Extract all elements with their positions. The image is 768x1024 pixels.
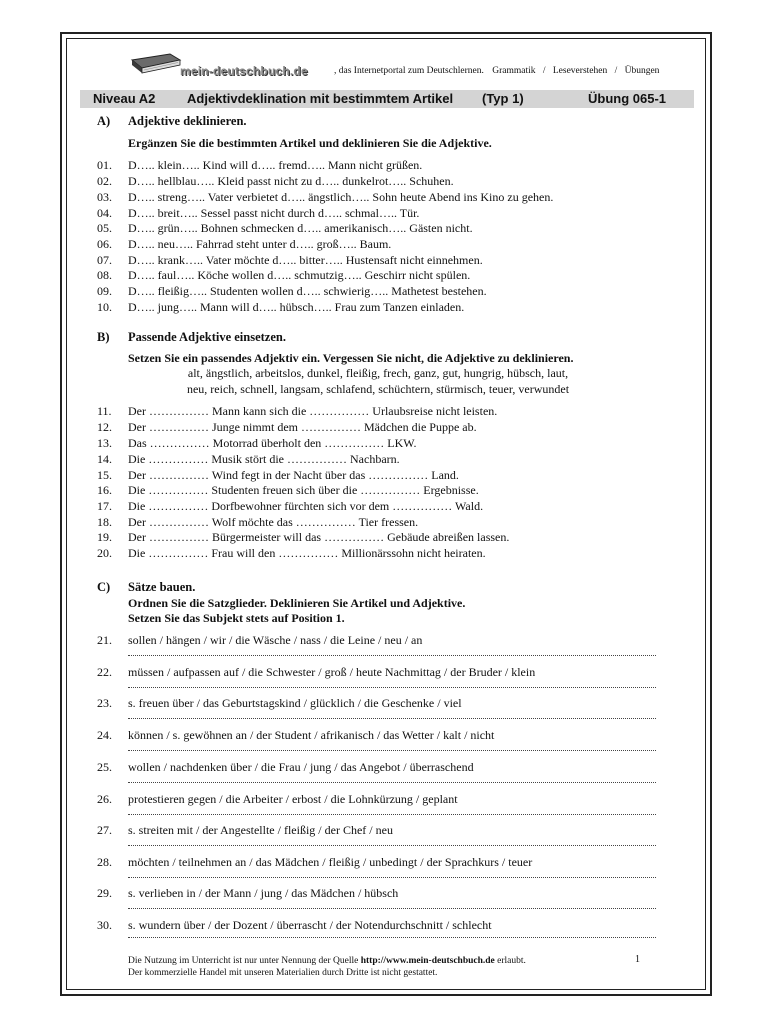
item-number: 21. [97,633,112,647]
answer-line[interactable] [128,749,656,751]
item-number: 12. [97,420,112,434]
item-number: 11. [97,404,112,418]
exercise-line: D….. hellblau….. Kleid passt nicht zu d….. dunkelrot….. Schuhen. [128,174,454,188]
exercise-line: D….. grün….. Bohnen schmecken d….. amerikanisch….. Gästen nicht. [128,221,473,235]
answer-line[interactable] [128,654,656,656]
exercise-line: D….. neu….. Fahrrad steht unter d….. groß….. Baum. [128,237,392,251]
exercise-line: protestieren gegen / die Arbeiter / erbost / die Lohnkürzung / geplant [128,792,458,806]
exercise-line: D….. fleißig….. Studenten wollen d….. schwierig….. Mathetest bestehen. [128,284,487,298]
section-a-letter: A) [97,114,111,128]
exercise-line: D….. jung….. Mann will d….. hübsch….. Frau zum Tanzen einladen. [128,300,465,314]
nav-separator: / [614,66,618,76]
exercise-line: Das …………… Motorrad überholt den …………… LKW. [128,436,417,450]
item-number: 24. [97,728,112,742]
exercise-line: Der …………… Mann kann sich die …………… Urlaubsreise nicht leisten. [128,404,498,418]
exercise-line: wollen / nachdenken über / die Frau / jung / das Angebot / überraschend [128,760,474,774]
exercise-line: Der …………… Junge nimmt dem …………… Mädchen die Puppe ab. [128,420,477,434]
topic-title: Adjektivdeklination mit bestimmtem Artikel [187,91,454,106]
item-number: 25. [97,760,112,774]
exercise-line: s. verlieben in / der Mann / jung / das Mädchen / hübsch [128,886,399,900]
exercise-number: Übung 065-1 [588,91,667,106]
footer-notice [128,955,526,979]
exercise-line: Die …………… Dorfbewohner fürchten sich vor dem …………… Wald. [128,499,484,513]
site-logo-text[interactable]: mein-deutschbuch.de [180,64,308,78]
item-number: 26. [97,792,112,806]
answer-line[interactable] [128,717,656,719]
item-number: 02. [97,174,112,188]
exercise-line: können / s. gewöhnen an / der Student / afrikanisch / das Wetter / kalt / nicht [128,728,495,742]
item-number: 04. [97,206,112,220]
exercise-line: D….. faul….. Köche wollen d….. schmutzig….. Geschirr nicht spülen. [128,268,471,282]
item-number: 10. [97,300,112,314]
exercise-line: s. wundern über / der Dozent / überrascht / der Notendurchschnitt / schlecht [128,918,492,932]
nav-grammatik[interactable]: Grammatik [492,66,536,76]
section-b-letter: B) [97,330,110,344]
exercise-line: Die …………… Frau will den …………… Millionärssohn nicht heiraten. [128,546,486,560]
section-c-letter: C) [97,580,111,594]
footer-text: erlaubt. [494,956,526,966]
exercise-line: D….. breit….. Sessel passt nicht durch d….. schmal….. Tür. [128,206,420,220]
exercise-line: D….. klein….. Kind will d….. fremd….. Mann nicht grüßen. [128,158,423,172]
item-number: 08. [97,268,112,282]
item-number: 07. [97,253,112,267]
item-number: 29. [97,886,112,900]
answer-line[interactable] [128,936,656,938]
item-number: 27. [97,823,112,837]
exercise-line: möchten / teilnehmen an / das Mädchen / fleißig / unbedingt / der Sprachkurs / teuer [128,855,533,869]
footer-line-1 [128,955,526,967]
section-c-instruction-1: Ordnen Sie die Satzglieder. Deklinieren Sie Artikel und Adjektive. [128,596,466,610]
item-number: 03. [97,190,112,204]
answer-line[interactable] [128,813,656,815]
item-number: 14. [97,452,112,466]
item-number: 01. [97,158,112,172]
exercise-line: Der …………… Wolf möchte das …………… Tier fressen. [128,515,419,529]
item-number: 06. [97,237,112,251]
exercise-line: sollen / hängen / wir / die Wäsche / nass / die Leine / neu / an [128,633,423,647]
answer-line[interactable] [128,844,656,846]
item-number: 09. [97,284,112,298]
footer-text: Die Nutzung im Unterricht ist nur unter Nennung der Quelle [128,956,361,966]
footer-source-link[interactable]: http://www.mein-deutschbuch.de [360,956,495,966]
exercise-line: s. streiten mit / der Angestellte / fleißig / der Chef / neu [128,823,393,837]
level-label: Niveau A2 [93,91,156,106]
title-bar [80,90,694,108]
item-number: 13. [97,436,112,450]
exercise-line: müssen / aufpassen auf / die Schwester / groß / heute Nachmittag / der Bruder / klein [128,665,536,679]
section-b-heading: Passende Adjektive einsetzen. [128,330,286,344]
word-bank-line: alt, ängstlich, arbeitslos, dunkel, fleißig, frech, ganz, gut, hungrig, hübsch, laut, [187,366,569,380]
answer-line[interactable] [128,907,656,909]
answer-line[interactable] [128,781,656,783]
exercise-line: Die …………… Musik stört die …………… Nachbarn. [128,452,400,466]
section-a-instruction: Ergänzen Sie die bestimmten Artikel und deklinieren Sie die Adjektive. [128,136,492,150]
nav-leseverstehen[interactable]: Leseverstehen [552,66,608,76]
item-number: 23. [97,696,112,710]
word-bank-line: neu, reich, schnell, langsam, schlafend, schüchtern, stürmisch, teuer, verwundet [186,382,570,396]
footer-line-2: Der kommerzielle Handel mit unseren Materialien durch Dritte ist nicht gestattet. [128,968,438,978]
item-number: 30. [97,918,112,932]
item-number: 05. [97,221,112,235]
exercise-line: D….. streng….. Vater verbietet d….. ängstlich….. Sohn heute Abend ins Kino zu gehen. [128,190,554,204]
item-number: 15. [97,468,112,482]
section-c-instruction-2: Setzen Sie das Subjekt stets auf Position 1. [128,611,345,625]
section-c-heading: Sätze bauen. [128,580,196,594]
item-number: 16. [97,483,112,497]
tagline-text: , das Internetportal zum Deutschlernen. [334,66,484,76]
exercise-line: s. freuen über / das Geburtstagskind / glücklich / die Geschenke / viel [128,696,462,710]
nav-separator: / [542,66,546,76]
exercise-line: D….. krank….. Vater möchte d….. bitter….. Hustensaft nicht einnehmen. [128,253,483,267]
item-number: 17. [97,499,112,513]
section-a-heading: Adjektive deklinieren. [128,114,247,128]
section-b-instruction: Setzen Sie ein passendes Adjektiv ein. Vergessen Sie nicht, die Adjektive zu deklinieren. [128,351,574,365]
exercise-line: Der …………… Wind fegt in der Nacht über das …………… Land. [128,468,459,482]
answer-line[interactable] [128,876,656,878]
item-number: 28. [97,855,112,869]
exercise-line: Der …………… Bürgermeister will das …………… Gebäude abreißen lassen. [128,530,510,544]
item-number: 22. [97,665,112,679]
type-label: (Typ 1) [482,91,524,106]
site-tagline [334,66,659,76]
item-number: 20. [97,546,112,560]
answer-line[interactable] [128,686,656,688]
nav-uebungen[interactable]: Übungen [624,66,660,76]
item-number: 19. [97,530,112,544]
site-header [126,46,666,86]
item-number: 18. [97,515,112,529]
book-logo-icon [130,52,182,74]
exercise-line: Die …………… Studenten freuen sich über die …………… Ergebnisse. [128,483,479,497]
page-number: 1 [635,954,640,965]
